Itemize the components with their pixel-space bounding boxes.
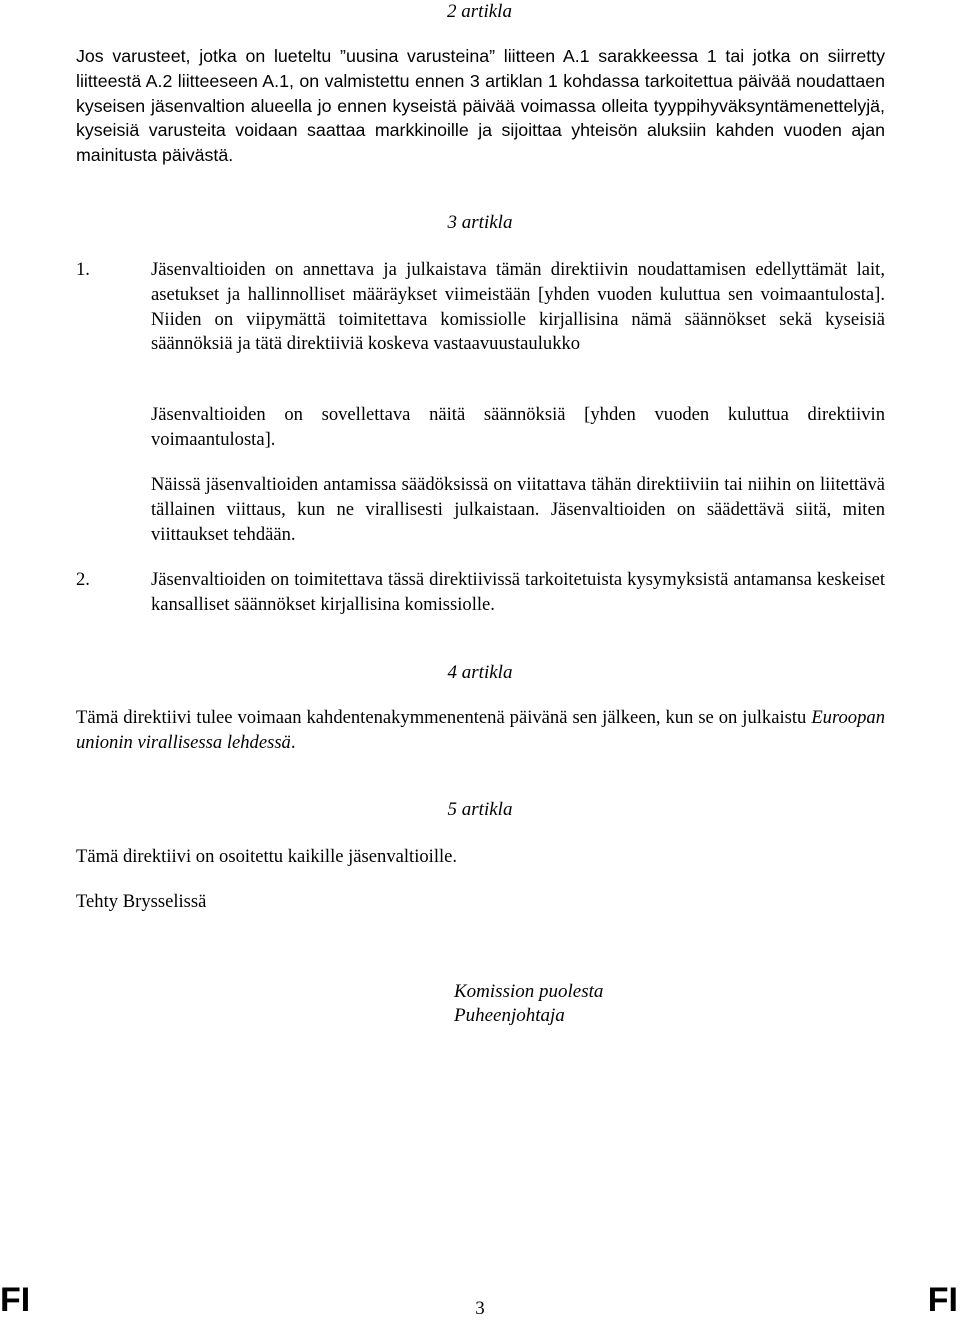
article-3-paragraph-1-sub-1: Jäsenvaltioiden on sovellettava näitä säännöksiä [yhden vuoden kuluttua direktiivin voimaantulosta]. bbox=[151, 404, 885, 450]
article-3-heading bbox=[0, 211, 960, 235]
article-3-heading-text: 3 artikla bbox=[447, 212, 513, 233]
article-5-heading bbox=[0, 798, 960, 822]
article-4-heading bbox=[0, 661, 960, 685]
article-4-text-end: . bbox=[290, 731, 296, 753]
footer-language-left: FI bbox=[0, 1281, 31, 1319]
signature-line-2: Puheenjohtaja bbox=[454, 1005, 565, 1026]
article-3-paragraph-2: Jäsenvaltioiden on toimitettava tässä direktiivissä tarkoitetuista kysymyksistä antamansa keskeiset kansalliset säännökset kirjallisina komissiolle. bbox=[151, 569, 885, 615]
article-4-heading-text: 4 artikla bbox=[447, 662, 513, 683]
paragraph-1-number: 1. bbox=[76, 259, 90, 280]
place-of-signature: Tehty Brysselissä bbox=[76, 891, 207, 912]
article-2-text: Jos varusteet, jotka on lueteltu ”uusina varusteina” liitteen A.1 sarakkeessa 1 tai jotka on siirretty liitteestä A.2 liitteeseen A.1, on valmistettu ennen 3 artiklan 1 kohdassa tarkoitettua päivää noudattaen kyseisen jäsenvaltion alueella jo ennen kyseistä päivää voimassa olleita tyyppihyväksyntämenettelyjä, kyseisiä varusteita voidaan saattaa markkinoille ja sijoittaa yhteisön aluksiin kahden vuoden ajan mainitusta päivästä. bbox=[76, 46, 885, 166]
article-4-text bbox=[76, 706, 885, 756]
article-2-heading bbox=[0, 0, 960, 24]
official-journal-title: Euroopan unionin virallisessa lehdessä bbox=[76, 707, 885, 753]
article-4-text-start: Tämä direktiivi tulee voimaan kahdentenakymmenentenä päivänä sen jälkeen, kun se on julkaistu bbox=[76, 707, 812, 728]
article-5-heading-text: 5 artikla bbox=[447, 799, 513, 820]
paragraph-2-number: 2. bbox=[76, 569, 90, 590]
article-3-paragraph-1: Jäsenvaltioiden on annettava ja julkaistava tämän direktiivin noudattamisen edellyttämät lait, asetukset ja hallinnolliset määräykset viimeistään [yhden vuoden kuluttua sen voimaantulosta]. Niiden on viipymättä toimitettava komissiolle kirjallisina nämä säännökset sekä kyseisiä säännöksiä ja tätä direktiiviä koskeva vastaavuustaulukko bbox=[151, 259, 885, 355]
article-5-text: Tämä direktiivi on osoitettu kaikille jäsenvaltioille. bbox=[76, 846, 458, 867]
signature-line-1: Komission puolesta bbox=[454, 981, 604, 1002]
article-3-paragraph-1-sub-2: Näissä jäsenvaltioiden antamissa säädöksissä on viitattava tähän direktiiviin tai niihin on liitettävä tällainen viittaus, kun ne virallisesti julkaistaan. Jäsenvaltioiden on säädettävä siitä, miten viittaukset tehdään. bbox=[151, 474, 885, 545]
page-number: 3 bbox=[475, 1298, 485, 1319]
article-2-heading-text: 2 artikla bbox=[447, 1, 512, 22]
footer-language-right: FI bbox=[927, 1281, 958, 1319]
